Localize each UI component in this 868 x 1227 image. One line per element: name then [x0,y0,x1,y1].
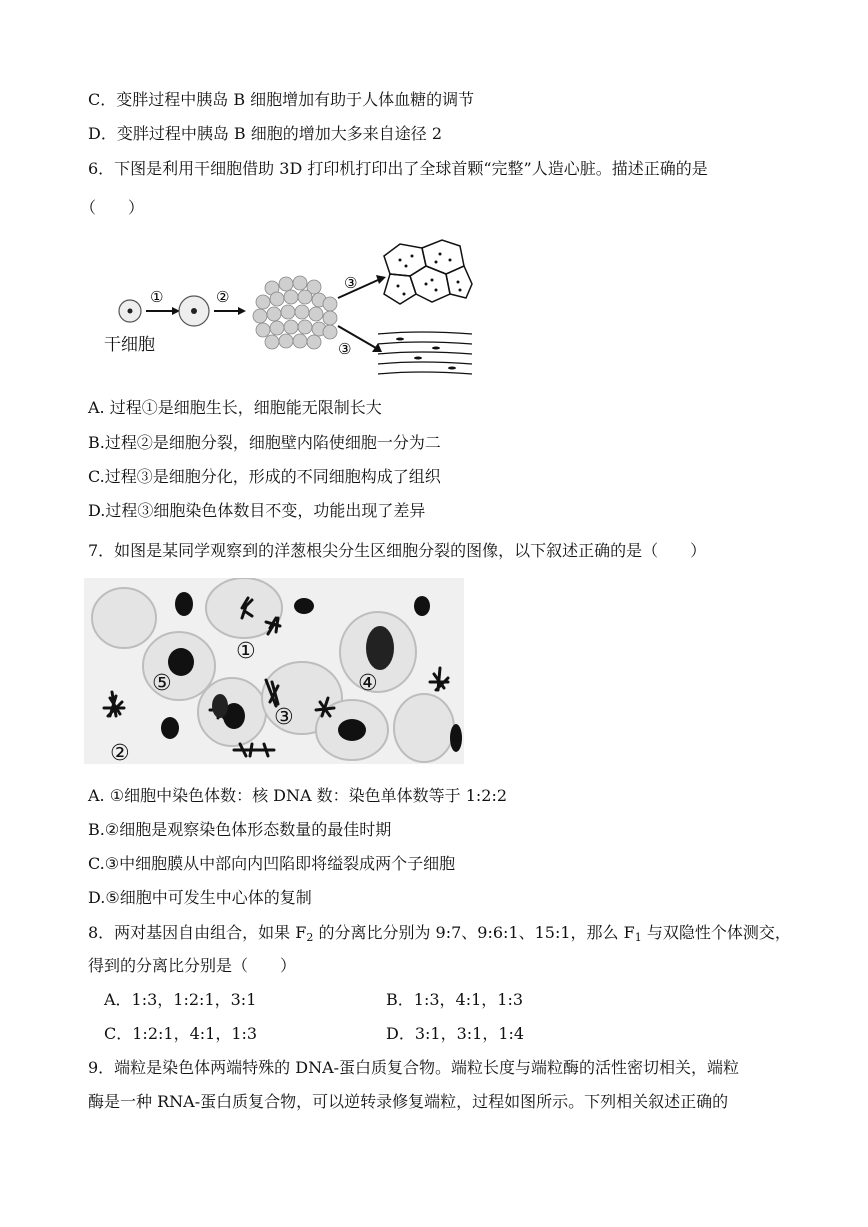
cell-cluster [253,276,337,349]
q9-stem-line1: 9．端粒是染色体两端特殊的 DNA-蛋白质复合物。端粒长度与端粒酶的活性密切相关，端粒 [88,1058,740,1077]
process-2-mark: ② [216,288,230,306]
process-3-mark-top: ③ [344,274,358,292]
onion-root-tip-micrograph [84,578,464,764]
q8-subscript-1: 1 [634,931,642,944]
q7-option-d: D.⑤细胞中可发生中心体的复制 [88,888,312,907]
q8-stem-part-a: 8．两对基因自由组合，如果 F [88,923,307,942]
cell-5-label: ⑤ [152,671,172,696]
q8-option-d: D．3:1，3:1，1:4 [386,1024,525,1043]
q6-answer-paren: （ ） [80,198,145,217]
q5-option-c: C．变胖过程中胰岛 B 细胞增加有助于人体血糖的调节 [88,90,475,109]
q7-option-b: B.②细胞是观察染色体形态数量的最佳时期 [88,820,392,839]
stem-cell-diagram [100,236,480,386]
cell-2-label: ② [110,741,130,764]
q9-stem-line2: 酶是一种 RNA-蛋白质复合物，可以逆转录修复端粒，过程如图所示。下列相关叙述正确的 [88,1092,729,1111]
q6-option-d: D.过程③细胞染色体数目不变，功能出现了差异 [88,501,426,520]
q8-option-a: A．1:3，1:2:1，3:1 [104,990,257,1009]
differentiated-cells-polygonal [384,240,472,304]
q8-option-b: B．1:3，4:1，1:3 [386,990,524,1009]
q8-stem [88,922,791,949]
cell-4-label: ④ [358,671,378,696]
cell-3-label: ③ [274,705,294,730]
q6-option-c: C.过程③是细胞分化，形成的不同细胞构成了组织 [88,467,441,486]
q7-option-a: A. ①细胞中染色体数：核 DNA 数：染色单体数等于 1:2:2 [88,786,508,805]
differentiated-cells-fibrous [378,332,472,374]
q7-option-c: C.③中细胞膜从中部向内凹陷即将缢裂成两个子细胞 [88,854,456,873]
q6-option-b: B.过程②是细胞分裂，细胞壁内陷使细胞一分为二 [88,433,441,452]
q8-stem-line2: 得到的分离比分别是（ ） [88,956,297,975]
cell-1-label: ① [236,639,256,664]
process-1-mark: ① [150,288,164,306]
q5-option-d: D．变胖过程中胰岛 B 细胞的增加大多来自途径 2 [88,124,443,143]
q8-subscript-2: 2 [306,931,314,944]
q8-stem-part-c: 与双隐性个体测交， [641,923,791,942]
stem-cell-label: 干细胞 [104,335,155,355]
q6-stem: 6．下图是利用干细胞借助 3D 打印机打印出了全球首颗“完整”人造心脏。描述正确的是 [88,159,708,178]
q6-option-a: A. 过程①是细胞生长，细胞能无限制长大 [88,398,382,417]
q8-option-c: C．1:2:1，4:1，1:3 [104,1024,258,1043]
q8-stem-part-b: 的分离比分别为 9:7、9:6:1、15:1，那么 F [313,923,635,942]
q7-stem: 7．如图是某同学观察到的洋葱根尖分生区细胞分裂的图像，以下叙述正确的是（ ） [88,541,707,560]
process-3-mark-bottom: ③ [338,340,352,358]
